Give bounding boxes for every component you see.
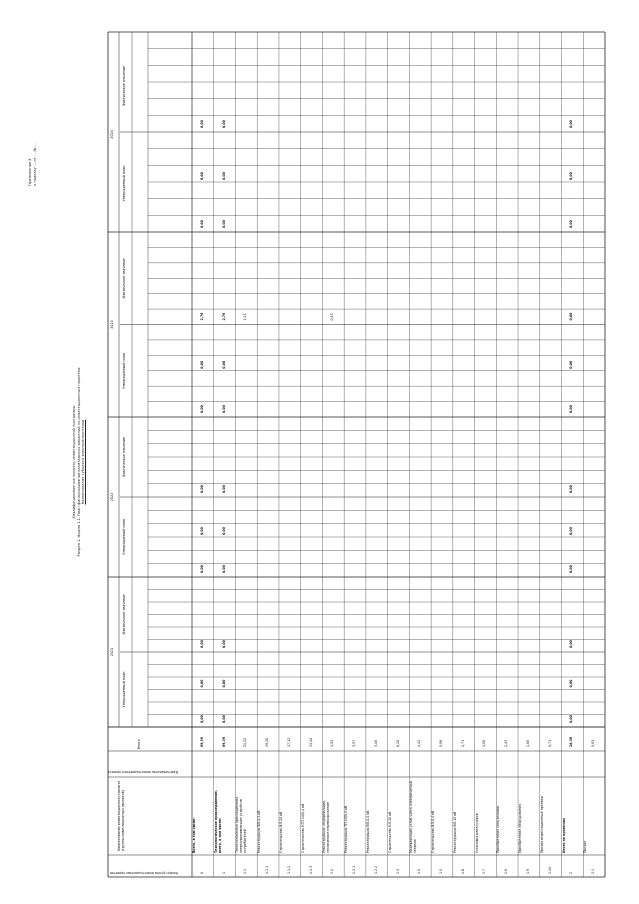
row-number: 1.3 [395, 868, 400, 874]
row-name: Прочие инвестиционные проекты [539, 795, 544, 853]
row-number: 2.1 [591, 868, 596, 874]
header-id: Идентификатор инвестиционного проекта [107, 770, 178, 774]
row-name: Прочие [583, 840, 588, 853]
row-value: 0,00 [221, 360, 226, 369]
row-value: 0,00 [221, 172, 226, 180]
year-2024: 2024 [110, 130, 114, 139]
row-number: 1.1 [243, 868, 248, 874]
row-name: Реконструкция, модернизация, техническое перевооружение [322, 800, 331, 853]
row-value: 0,00 [199, 405, 204, 413]
fact-label-2023: Фактическое значение [122, 258, 126, 299]
row-total: 21,22 [243, 737, 248, 747]
row-value: 0,00 [199, 485, 204, 493]
row-value: 0,00 [221, 120, 226, 128]
row-value: 0,43 [330, 313, 335, 321]
row-value: 2,76 [221, 312, 226, 321]
row-number: 1.10 [547, 866, 552, 874]
row-value: 0,00 [569, 565, 574, 573]
row-value: 0,00 [569, 715, 574, 723]
row-total: 6,20 [395, 739, 400, 747]
row-total: 4,52 [330, 739, 335, 747]
plan-label-2024: Утвержденный план [122, 165, 126, 202]
row-value: 2,21 [243, 313, 248, 321]
rotated-sheet [22, 32, 605, 877]
row-total: 19,20 [265, 737, 270, 747]
row-value: 0,00 [199, 679, 204, 688]
row-value: 0,00 [221, 527, 226, 535]
row-total: 1,80 [525, 739, 530, 747]
row-value: 0,00 [199, 172, 204, 180]
row-name: Реконструкция ВЛ-10 кВ [452, 811, 457, 853]
row-value: 0,00 [221, 715, 226, 723]
row-total: 3,40 [373, 739, 378, 747]
row-number: 1.2.1 [352, 865, 357, 874]
row-number: 2 [569, 871, 574, 874]
row-total: 4,00 [482, 739, 487, 747]
year-2021: 2021 [110, 647, 114, 657]
plan-label-2022: Утвержденный план [122, 519, 126, 555]
row-value: 0,00 [569, 640, 574, 648]
row-number: 1.1.1 [265, 865, 270, 874]
row-value: 0,00 [199, 220, 204, 228]
row-number: 1.9 [525, 868, 530, 874]
row-name: Реконструкция ВЛ-0,4 кВ [257, 810, 262, 853]
annex-sub: к приказу ... от ... № ... [32, 143, 37, 186]
row-total: 3,97 [352, 739, 357, 747]
row-name: Строительство КЛ-10 кВ [387, 811, 392, 853]
row-value: 0,00 [199, 640, 204, 648]
row-name: Строительство ВЛ-10 кВ [278, 811, 283, 853]
annex-header [28, 46, 37, 186]
row-number: 1.7 [482, 868, 487, 874]
plan-label-2021: Утвержденный план [122, 671, 126, 708]
row-value: 0,00 [569, 485, 574, 493]
row-total: 0,83 [591, 739, 596, 747]
document-title [72, 297, 86, 627]
row-number: 0 [199, 871, 204, 874]
row-value: 0,00 [569, 405, 574, 413]
row-value: 0,00 [569, 679, 574, 688]
row-total: 13,44 [308, 737, 313, 747]
row-value: 0,00 [221, 640, 226, 648]
row-name: Технологическое присоединение, всего, в том числе: [213, 789, 222, 853]
row-value: 0,00 [569, 527, 574, 535]
row-value: 0,00 [199, 527, 204, 535]
row-name: Строительство КТП 10/0,4 кВ [300, 803, 305, 853]
header-name: Наименование инвестиционного проекта (группы инвестиционных проектов) [117, 780, 125, 851]
row-value: 0,00 [221, 565, 226, 573]
row-value: 0,00 [221, 679, 226, 688]
row-name: Установка реклоузеров [474, 813, 479, 853]
row-value: 0,00 [569, 172, 574, 180]
row-value: 0,00 [569, 312, 574, 321]
row-name: Строительство ВЛ-0,4 кВ [431, 810, 436, 853]
row-total: 4,42 [417, 739, 422, 747]
row-total: 2,71 [460, 739, 465, 747]
row-total: 2,43 [504, 739, 509, 747]
year-2023: 2023 [110, 320, 114, 329]
row-value: 0,00 [569, 360, 574, 369]
row-number: 1.2 [330, 868, 335, 874]
row-name: Итого по проектам [561, 818, 566, 853]
row-total: 69,39 [199, 736, 204, 747]
row-number: 1.1.2 [286, 865, 291, 874]
row-value: 0,00 [569, 120, 574, 128]
row-value: 2,76 [199, 312, 204, 321]
plan-label-2023: Утвержденный план [122, 353, 126, 389]
title-line-2: Раздел 1. Форма 1.1. План финансирования капитальных вложений по инвестиционным проектам [76, 367, 81, 557]
row-number: 1.6 [460, 868, 465, 874]
fact-label-2022: Фактическое значение [122, 436, 126, 478]
row-total: 0,71 [547, 739, 552, 747]
row-value: 0,00 [569, 220, 574, 228]
row-value: 0,00 [199, 715, 204, 723]
annex-label: Приложение 4 [28, 158, 32, 186]
header-total: Итого [137, 739, 141, 749]
title-line-3: Наименование субъекта электроэнергетики [81, 419, 86, 505]
row-name: Модернизация узлов учета электрической энергии [409, 780, 418, 853]
row-name: Всего, в том числе: [192, 817, 196, 853]
row-name: Приобретение оборудования [518, 803, 523, 853]
row-value: 0,00 [199, 565, 204, 573]
fact-label-2021: Фактическое значение [122, 594, 126, 635]
row-value: 0,00 [199, 120, 204, 128]
row-name: Реконструкция ТП 10/0,4 кВ [344, 805, 349, 853]
row-number: 1 [221, 871, 226, 874]
row-number: 1.1.3 [308, 865, 313, 874]
title-line-1: Квалифицированные проекты инвестиционной программы [72, 405, 76, 519]
row-total: 69,39 [221, 736, 226, 747]
row-total: 5,98 [438, 739, 443, 747]
row-value: 0,00 [199, 360, 204, 369]
row-total: 17,12 [286, 737, 291, 747]
investment-table [108, 32, 605, 877]
row-value: 0,00 [221, 485, 226, 493]
row-number: 1.5 [438, 868, 443, 874]
row-value: 0,00 [221, 220, 226, 228]
fact-label-2024: Фактическое значение [122, 65, 126, 107]
row-number: 1.8 [504, 868, 509, 874]
header-num: Номер группы инвестиционных проектов [109, 871, 178, 875]
row-name: Технологическое присоединение энергопринимающих устройств потребителей [235, 796, 248, 853]
row-value: 0,00 [221, 405, 226, 413]
row-total: 28,38 [569, 736, 574, 747]
row-name: Реконструкция ВЛ-0,4 кВ [365, 810, 370, 853]
table-grid-lines [108, 32, 605, 877]
row-name: Приобретение спецтехники [496, 805, 501, 853]
row-number: 1.2.2 [373, 865, 378, 874]
year-2022: 2022 [110, 492, 114, 502]
row-number: 1.4 [417, 868, 422, 874]
